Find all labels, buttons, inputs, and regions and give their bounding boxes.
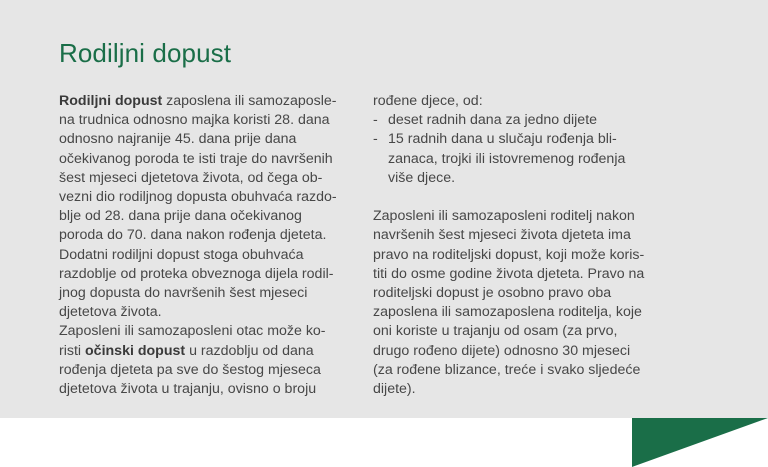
text-line: titi do osme godine života djeteta. Pravo na (373, 265, 645, 282)
text-line: drugo rođeno dijete) odnosno 30 mjeseci (373, 342, 631, 359)
paragraph-gap (373, 188, 673, 207)
text-line: roditeljski dopust je osobno pravo oba (373, 285, 612, 302)
text-fragment: u razdoblju od dana (185, 342, 314, 359)
text-line: rođene djece, od: (373, 93, 483, 109)
list-item (373, 111, 673, 130)
text-line: razdoblje od proteka obveznoga dijela rodil- (59, 265, 334, 282)
bold-term-rodiljni-dopust: Rodiljni dopust (59, 93, 163, 109)
text-line: djetetova života. (59, 304, 162, 321)
text-line: navršenih šest mjeseci života djeteta ima (373, 227, 631, 244)
text-line: odnosno najranije 45. dana prije dana (59, 131, 297, 148)
text-line: zaposlena ili samozaposlena roditelja, koje (373, 304, 642, 321)
text-line: šest mjeseci djetetova života, od čega ob- (59, 169, 323, 186)
list-item-text: deset radnih dana za jedno dijete (388, 112, 598, 129)
list-item-text: 15 radnih dana u slučaju rođenja bli- (388, 131, 617, 148)
text-line: Zaposleni ili samozaposleni otac može ko- (59, 323, 326, 340)
dash-bullet: - (373, 131, 378, 148)
text-line: dijete). (373, 381, 416, 398)
text-line: djetetova života u trajanju, ovisno o broju (59, 381, 317, 398)
list-item-continuation: više djece. (388, 169, 456, 186)
text-line: oni koriste u trajanju od osam (za prvo, (373, 323, 618, 340)
text-fragment: zaposlena ili samozaposle- (162, 93, 337, 109)
text-line: jnog dopusta do navršenih šest mjeseci (59, 285, 308, 302)
page-title: Rodiljni dopust (59, 38, 232, 68)
corner-triangle-decoration (632, 418, 768, 467)
list-item (373, 130, 673, 149)
text-line: pravo na roditeljski dopust, koji može koris- (373, 246, 645, 263)
text-line (59, 92, 349, 111)
text-line (59, 342, 349, 361)
dash-bullet: - (373, 112, 378, 129)
text-line: rođenja djeteta pa sve do šestog mjeseca (59, 361, 321, 378)
right-column (373, 92, 673, 399)
text-line: blje od 28. dana prije dana očekivanog (59, 208, 302, 225)
text-line: Dodatni rodiljni dopust stoga obuhvaća (59, 246, 304, 263)
text-fragment: risti (59, 342, 86, 359)
text-line: Zaposleni ili samozaposleni roditelj nakon (373, 208, 635, 225)
bold-term-ocinski-dopust: očinski dopust (85, 342, 186, 359)
text-line: poroda do 70. dana nakon rođenja djeteta. (59, 227, 327, 244)
list-item-continuation: zanaca, trojki ili istovremenog rođenja (388, 150, 626, 167)
text-line: vezni dio rodiljnog dopusta obuhvaća razdo- (59, 189, 337, 206)
text-line: (za rođene blizance, treće i svako sljedeće (373, 361, 641, 378)
text-line: na trudnica odnosno majka koristi 28. dana (59, 112, 330, 129)
left-column (59, 92, 349, 399)
green-triangle-shape (632, 418, 768, 467)
text-line: očekivanog poroda te isti traje do navršenih (59, 150, 333, 167)
